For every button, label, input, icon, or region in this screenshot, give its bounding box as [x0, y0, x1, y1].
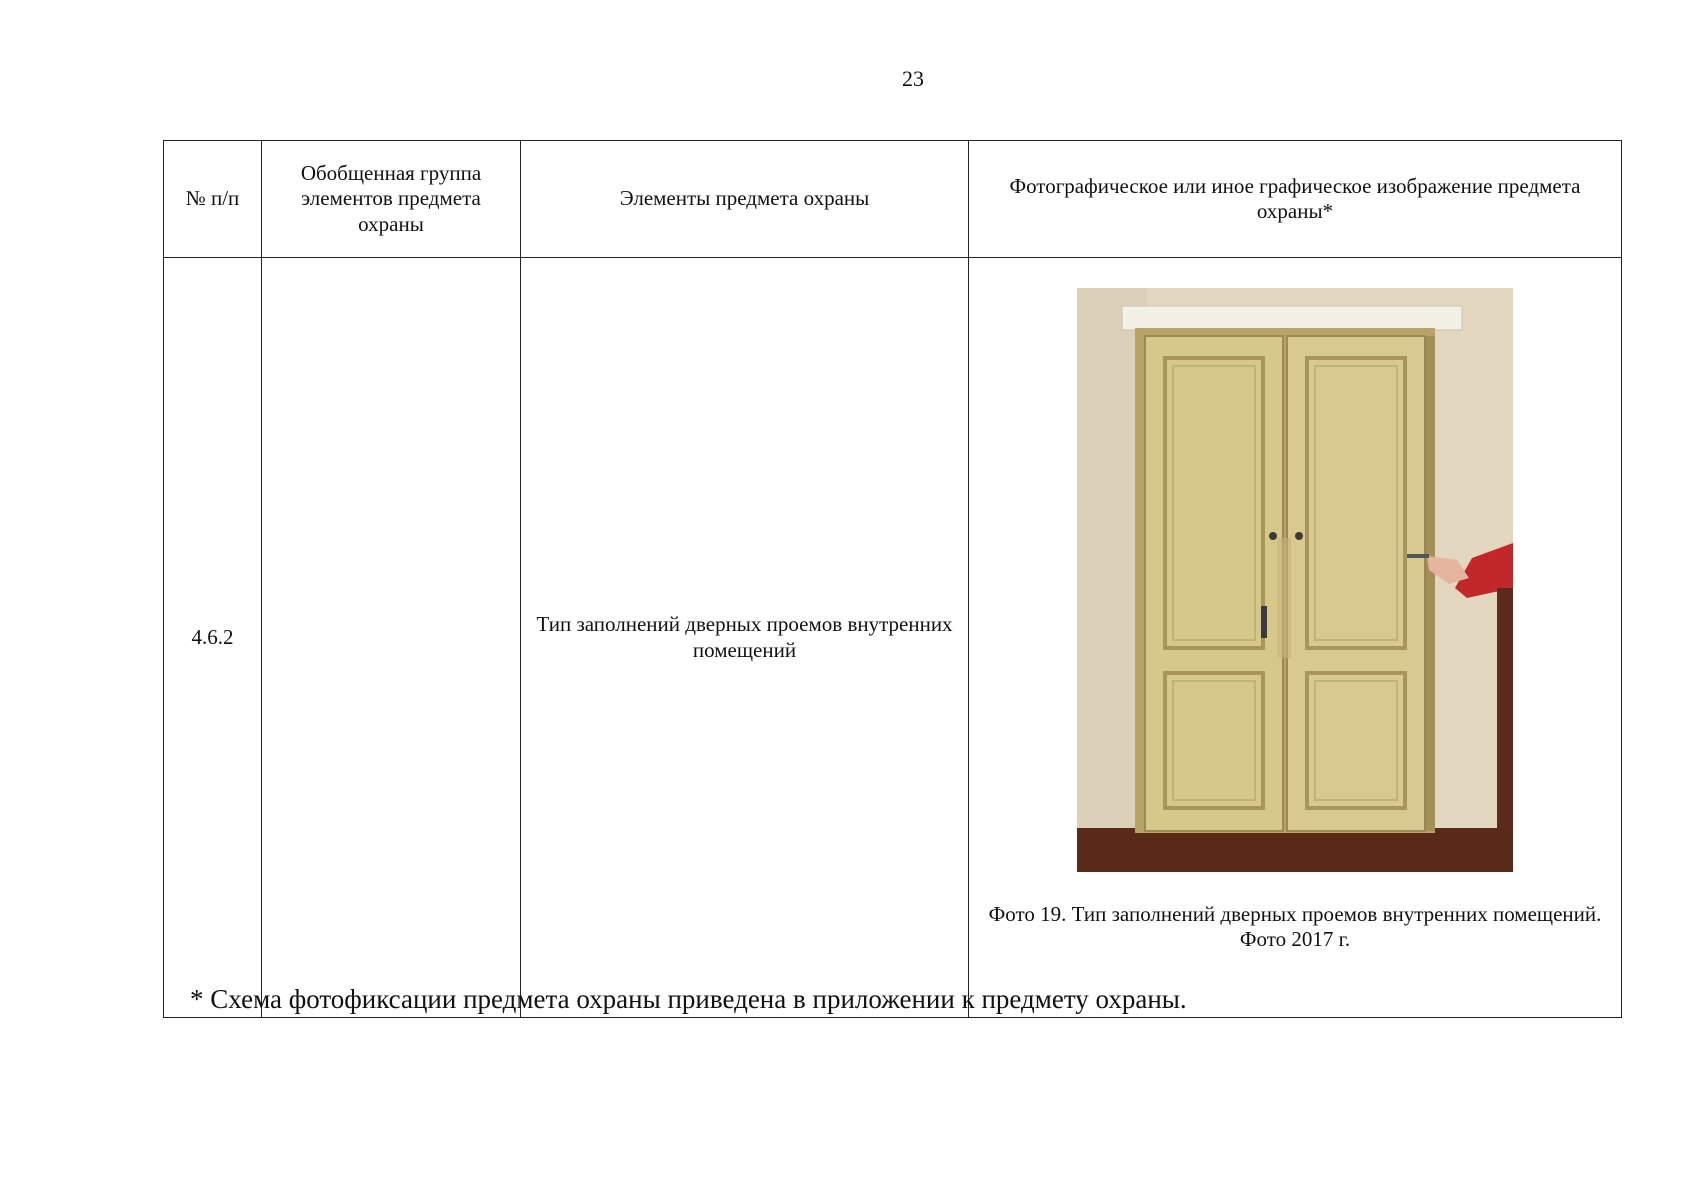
- door-top-trim: [1122, 306, 1462, 330]
- table-header-row: [164, 141, 1622, 258]
- header-image: Фотографическое или иное графическое изображение предмета охраны*: [969, 141, 1622, 258]
- door-wear: [1277, 538, 1291, 658]
- door-handle-left: [1269, 532, 1277, 540]
- header-group: Обобщенная группа элементов предмета охраны: [262, 141, 521, 258]
- table-row: [164, 258, 1622, 1018]
- header-elements: Элементы предмета охраны: [521, 141, 969, 258]
- door-shadow: [1425, 336, 1435, 831]
- row-image-cell: [969, 258, 1622, 1018]
- photo-key: [1407, 554, 1429, 558]
- row-elements: Тип заполнений дверных проемов внутренних помещений: [521, 258, 969, 1018]
- photo-caption: Фото 19. Тип заполнений дверных проемов внутренних помещений. Фото 2017 г.: [988, 902, 1602, 952]
- row-num: 4.6.2: [164, 258, 262, 1018]
- page-number: 23: [902, 66, 924, 91]
- door-handle-right: [1295, 532, 1303, 540]
- protection-table: [163, 140, 1622, 1018]
- photo-floor: [1077, 828, 1513, 872]
- door-lock: [1261, 606, 1267, 638]
- photo-right-edge: [1497, 588, 1513, 828]
- row-group: [262, 258, 521, 1018]
- door-photo: [1077, 288, 1513, 872]
- footnote: * Схема фотофиксации предмета охраны приведена в приложении к предмету охраны.: [190, 984, 1187, 1014]
- header-num: № п/п: [164, 141, 262, 258]
